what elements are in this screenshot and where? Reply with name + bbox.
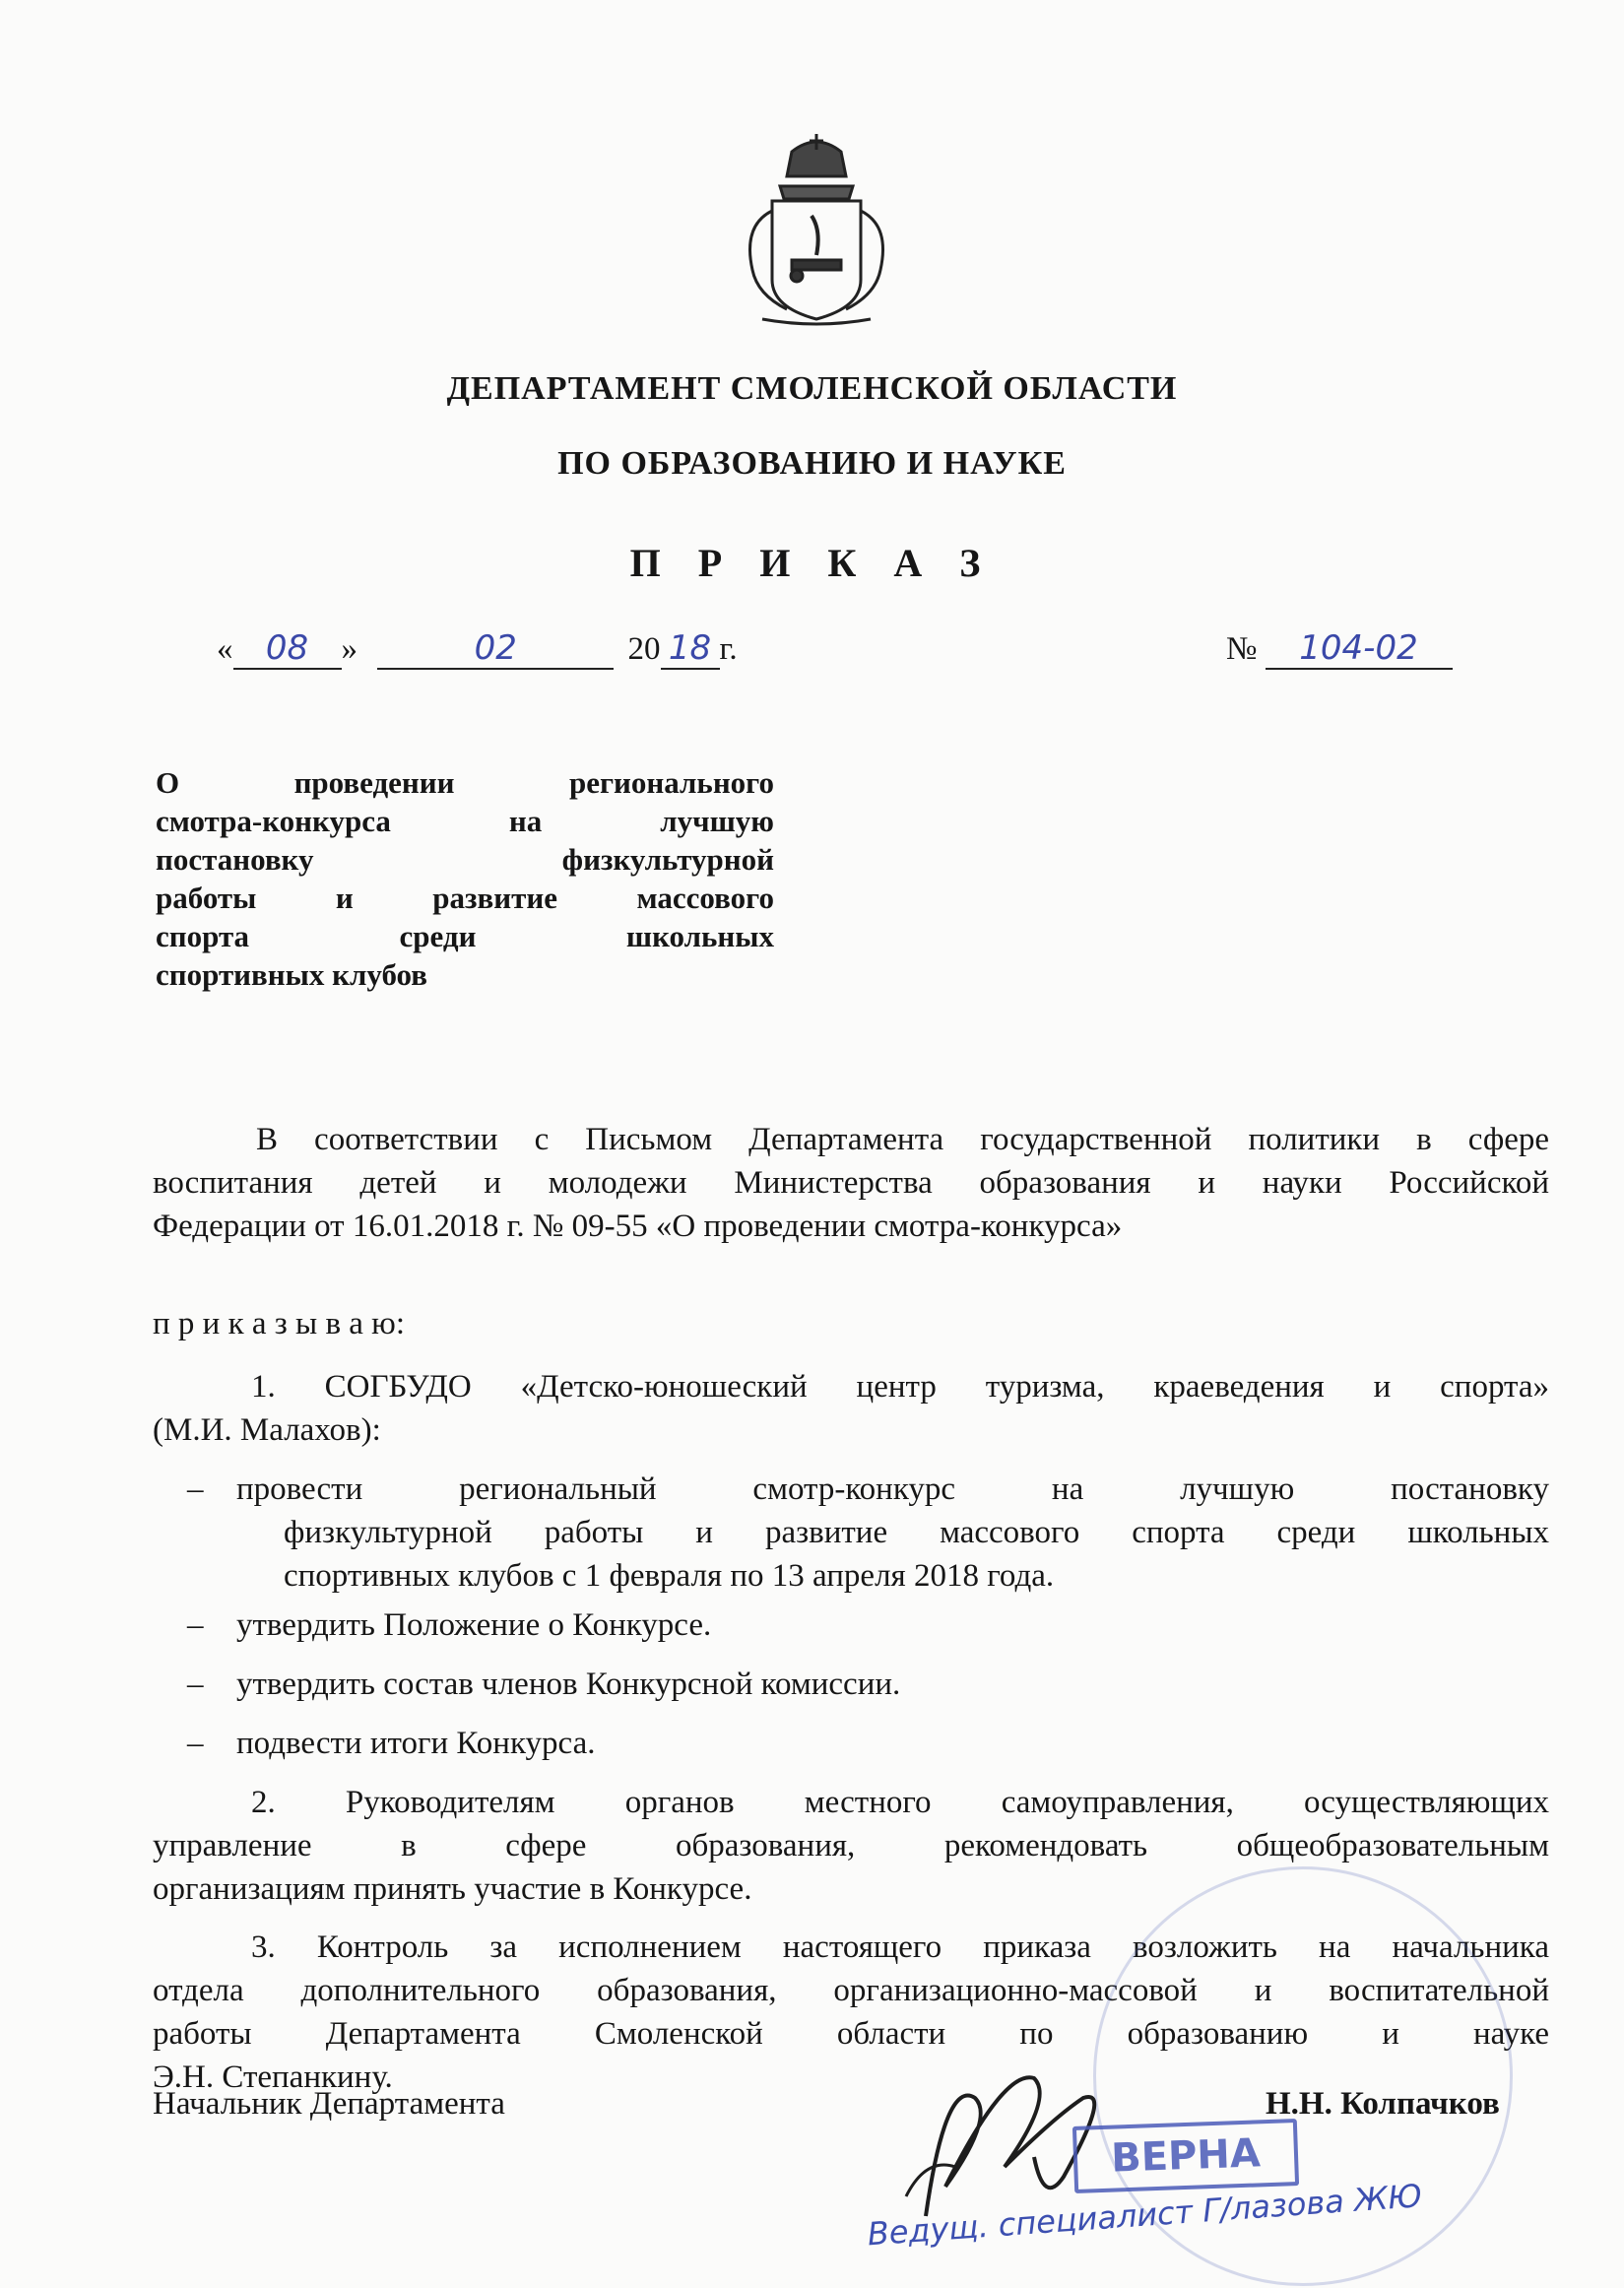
subject-line: смотра-конкурса на лучшую [156,804,774,838]
date-open-quote: « [217,631,233,667]
item-3-line: Э.Н. Степанкину. [153,2059,393,2095]
item-1 [153,1365,1549,1452]
subject-line: спорта среди школьных [156,919,774,953]
smolensk-coat-of-arms-icon [733,132,900,329]
document-type: П Р И К А З [629,541,995,585]
subitem-line: подвести итоги Конкурса. [236,1726,596,1761]
dash-marker: – [187,1607,204,1643]
subject-line: работы и развитие массового [156,881,774,915]
copy-certified-stamp: ВЕРНА [1072,2119,1299,2193]
subject-line: О проведении регионального [156,765,774,800]
subitem-line: утвердить Положение о Конкурсе. [236,1607,712,1643]
department-name-line1: ДЕПАРТАМЕНТ СМОЛЕНСКОЙ ОБЛАСТИ [446,370,1178,407]
number-sign: № [1226,631,1258,667]
department-name-line2: ПО ОБРАЗОВАНИЮ И НАУКЕ [557,445,1067,482]
order-date [217,628,738,670]
item-1-line: 1. СОГБУДО «Детско-юношеский центр туризма, краеведения и спорта» [251,1369,1549,1405]
subitem-3 [187,1663,1549,1706]
subitem-line: утвердить состав членов Конкурсной комиссии. [236,1667,901,1702]
item-3-line: 3. Контроль за исполнением настоящего приказа возложить на начальника [251,1929,1549,1965]
decree-word: п р и к а з ы в а ю: [153,1306,406,1341]
item-2-line: управление в сфере образования, рекомендовать общеобразовательным [153,1828,1549,1863]
number-value: 104-02 [1266,628,1453,670]
item-3-line: отдела дополнительного образования, организационно-массовой и воспитательной [153,1973,1549,2008]
preamble-line: воспитания детей и молодежи Министерства образования и науки Российской [153,1165,1549,1201]
preamble [153,1118,1549,1248]
item-1-line: (М.И. Малахов): [153,1412,381,1448]
signatory-position: Начальник Департамента [153,2086,505,2122]
subitem-2 [187,1603,1549,1647]
subitem-1 [187,1468,1549,1598]
order-subject [156,763,774,994]
handwritten-note: Ведущ. специалист Г/лазова ЖЮ [866,2177,1423,2254]
item-3-line: работы Департамента Смоленской области по образованию и науке [153,2016,1549,2052]
date-year-unit: г. [719,631,738,667]
dash-marker: – [187,1471,204,1507]
subject-line: постановку физкультурной [156,842,774,877]
subitem-4 [187,1722,1549,1765]
item-2-line: организациям принять участие в Конкурсе. [153,1871,752,1907]
preamble-line: В соответствии с Письмом Департамента государственной политики в сфере [256,1122,1549,1157]
subitem-line: физкультурной работы и развитие массового спорта среди школьных [284,1515,1549,1550]
date-day: 08 [233,628,342,670]
date-year-prefix: 20 [627,631,661,667]
subitem-line: спортивных клубов с 1 февраля по 13 апреля 2018 года. [284,1558,1055,1594]
order-number [1226,628,1453,670]
subitem-line: провести региональный смотр-конкурс на лучшую постановку [236,1471,1549,1507]
item-2-line: 2. Руководителям органов местного самоуправления, осуществляющих [251,1785,1549,1820]
signatory-name: Н.Н. Колпачков [1266,2086,1500,2122]
date-year-suffix: 18 [661,628,720,670]
date-month: 02 [377,628,614,670]
dash-marker: – [187,1667,204,1702]
preamble-line: Федерации от 16.01.2018 г. № 09-55 «О проведении смотра-конкурса» [153,1209,1123,1244]
dash-marker: – [187,1726,204,1761]
subject-line: спортивных клубов [156,957,428,992]
date-close-quote: » [341,631,357,667]
